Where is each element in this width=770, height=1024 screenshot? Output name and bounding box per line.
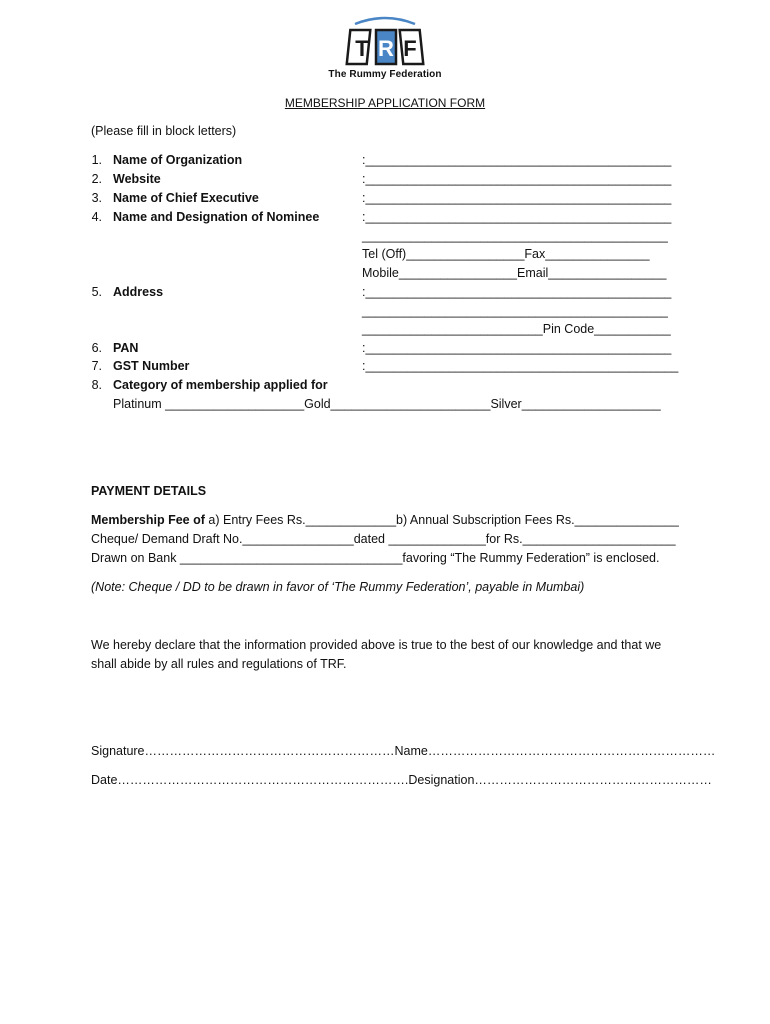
- field-label-category: Category of membership applied for: [113, 378, 328, 392]
- field-number: 8.: [91, 378, 102, 392]
- cheque-line[interactable]: Cheque/ Demand Draft No.________________dated ______________for Rs.______________________: [91, 532, 676, 546]
- address-line-1[interactable]: :____________________________________________: [362, 285, 672, 299]
- field-line-organization[interactable]: :____________________________________________: [362, 153, 672, 167]
- logo-letter-t: T: [355, 36, 369, 61]
- field-line-pan[interactable]: :____________________________________________: [362, 341, 672, 355]
- field-number: 3.: [91, 191, 102, 205]
- field-number: 2.: [91, 172, 102, 186]
- field-label-pan: PAN: [113, 341, 139, 355]
- field-line-chief-executive[interactable]: :____________________________________________: [362, 191, 672, 205]
- drawn-on-bank-line[interactable]: Drawn on Bank ________________________________favoring “The Rummy Federation” is enclosed.: [91, 551, 660, 565]
- field-label-chief-executive: Name of Chief Executive: [113, 191, 259, 205]
- field-line-website[interactable]: :____________________________________________: [362, 172, 672, 186]
- field-label-nominee: Name and Designation of Nominee: [113, 210, 320, 224]
- payment-heading: PAYMENT DETAILS: [91, 484, 207, 498]
- field-number: 5.: [91, 285, 102, 299]
- membership-fee-blanks[interactable]: a) Entry Fees Rs._____________b) Annual Subscription Fees Rs._______________: [204, 513, 679, 527]
- membership-fee-label: Membership Fee of: [91, 513, 205, 527]
- logo-letter-f: F: [403, 36, 417, 61]
- field-label-organization: Name of Organization: [113, 153, 243, 167]
- field-label-website: Website: [113, 172, 161, 186]
- mobile-email-line[interactable]: Mobile_________________Email_________________: [362, 266, 667, 280]
- field-line-gst[interactable]: :_____________________________________________: [362, 359, 679, 373]
- field-line-nominee[interactable]: :____________________________________________: [362, 210, 672, 224]
- date-designation-line[interactable]: Date…………………………………………………………….Designation…………………………………………………: [91, 773, 712, 787]
- field-label-address: Address: [113, 285, 164, 299]
- tel-fax-line[interactable]: Tel (Off)_________________Fax_______________: [362, 247, 650, 261]
- instruction-text: (Please fill in block letters): [91, 124, 237, 138]
- payment-note: (Note: Cheque / DD to be drawn in favor of ‘The Rummy Federation’, payable in Mumbai): [91, 580, 585, 594]
- address-pin-code-line[interactable]: __________________________Pin Code___________: [362, 322, 671, 336]
- logo-letter-r: R: [378, 36, 394, 61]
- form-title: MEMBERSHIP APPLICATION FORM: [284, 96, 486, 110]
- signature-name-line[interactable]: Signature……………………………………………………Name……………………………………………………………: [91, 744, 716, 758]
- nominee-extra-line[interactable]: ____________________________________________: [362, 229, 668, 243]
- field-number: 7.: [91, 359, 102, 373]
- field-number: 1.: [91, 153, 102, 167]
- field-label-gst: GST Number: [113, 359, 190, 373]
- declaration-text: We hereby declare that the information provided above is true to the best of our knowledge and that we shall abide by all rules and regulations of TRF.: [91, 638, 662, 671]
- membership-fee-line[interactable]: [91, 512, 679, 528]
- field-number: 6.: [91, 341, 102, 355]
- org-name: The Rummy Federation: [328, 69, 442, 80]
- field-number: 4.: [91, 210, 102, 224]
- address-line-2[interactable]: ____________________________________________: [362, 304, 668, 318]
- category-options-line[interactable]: Platinum ____________________Gold_______________________Silver____________________: [113, 397, 661, 411]
